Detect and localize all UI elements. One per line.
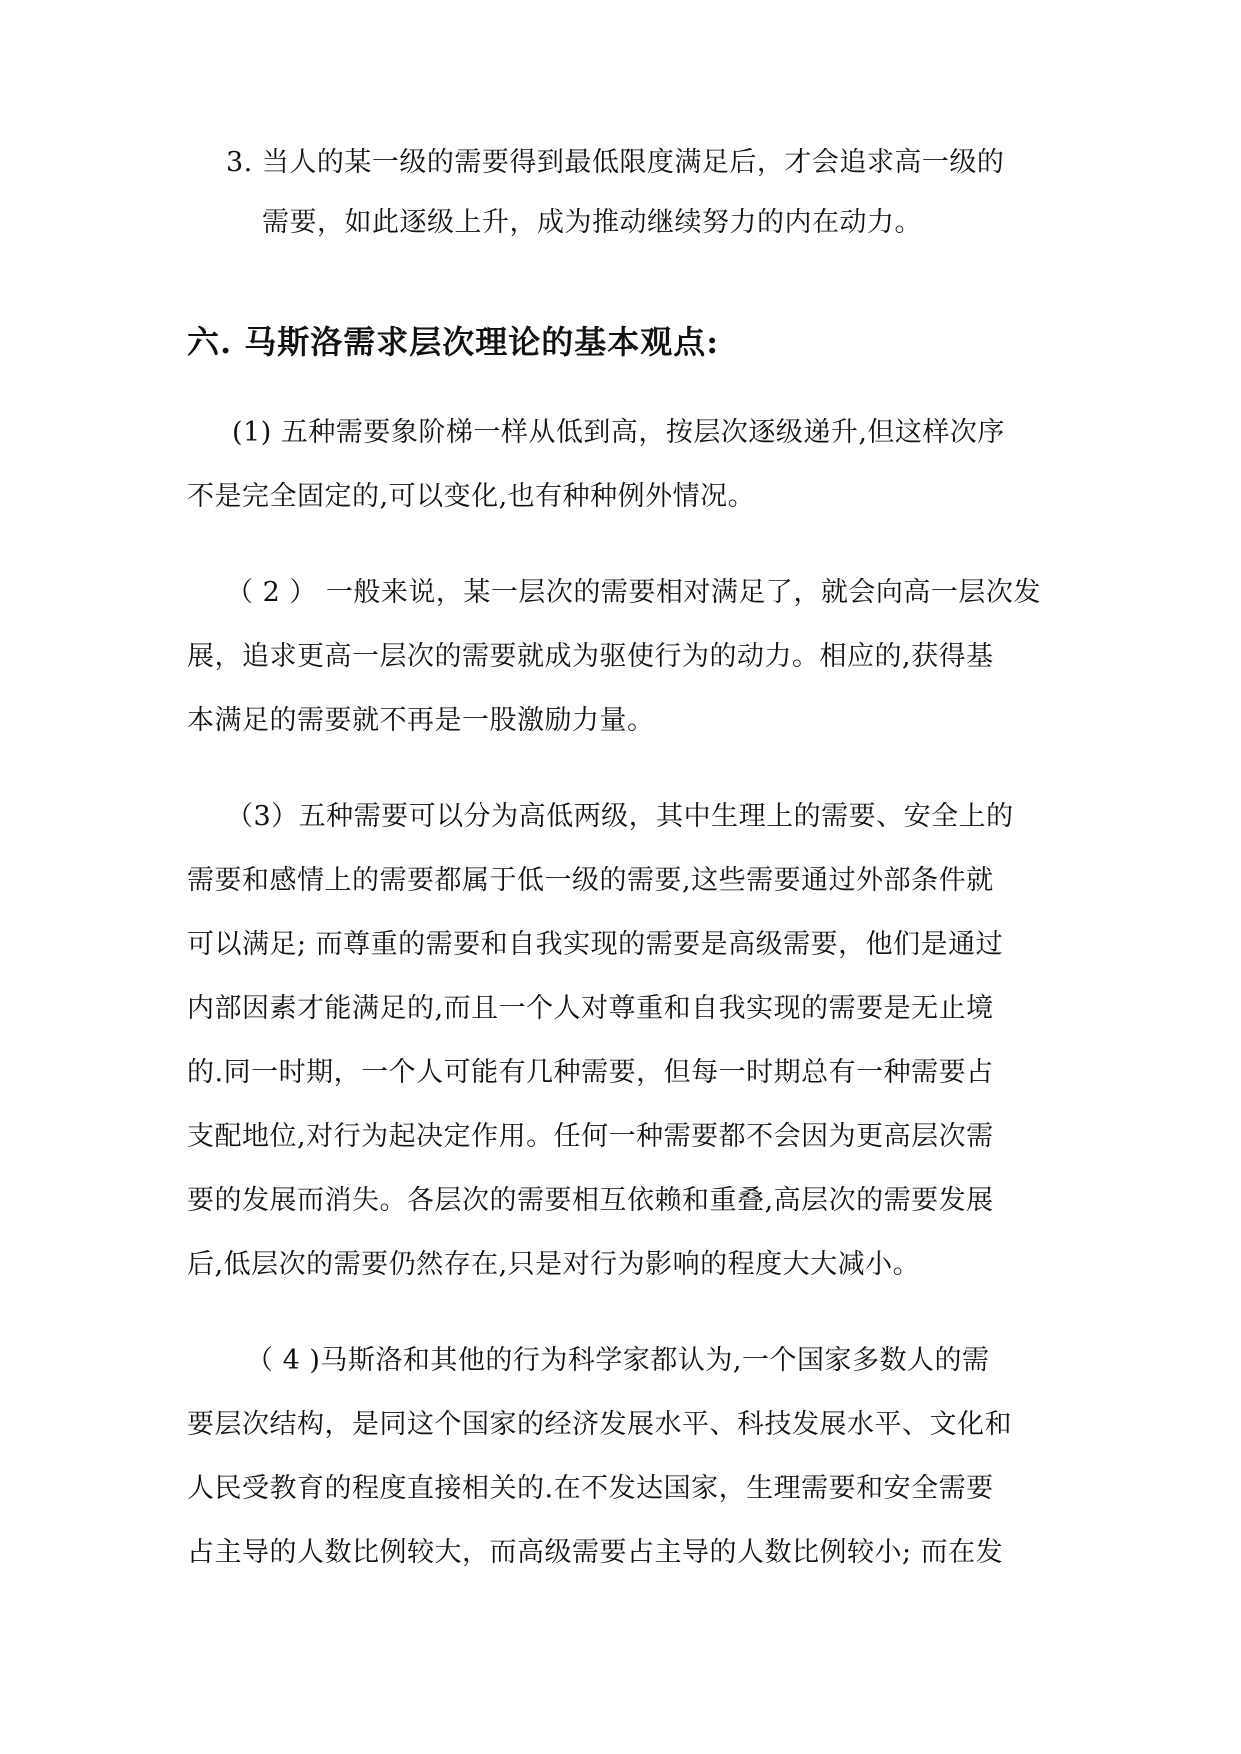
section-heading: 六. 马斯洛需求层次理论的基本观点: — [187, 323, 720, 361]
item3-line1: 3. 当人的某一级的需要得到最低限度满足后，才会追求高一级的 — [226, 147, 1005, 178]
point2-line3: 本满足的需要就不再是一股激励力量。 — [187, 705, 655, 736]
point3-line5: 的.同一时期，一个人可能有几种需要，但每一时期总有一种需要占 — [187, 1057, 994, 1088]
point3-line1: （3）五种需要可以分为高低两级，其中生理上的需要、安全上的 — [226, 801, 1014, 832]
point3-line2: 需要和感情上的需要都属于低一级的需要,这些需要通过外部条件就 — [187, 865, 994, 896]
point3-line3: 可以满足; 而尊重的需要和自我实现的需要是高级需要，他们是通过 — [187, 929, 1004, 960]
point3-line8: 后,低层次的需要仍然存在,只是对行为影响的程度大大减小。 — [187, 1249, 921, 1280]
point2-line1: （ 2 ） 一般来说，某一层次的需要相对满足了，就会向高一层次发 — [226, 577, 1041, 608]
item3-line2: 需要，如此逐级上升，成为推动继续努力的内在动力。 — [262, 207, 922, 238]
point2-line2: 展，追求更高一层次的需要就成为驱使行为的动力。相应的,获得基 — [187, 641, 994, 672]
point4-line2: 要层次结构，是同这个国家的经济发展水平、科技发展水平、文化和 — [187, 1409, 1012, 1440]
point3-line4: 内部因素才能满足的,而且一个人对尊重和自我实现的需要是无止境 — [187, 993, 994, 1024]
point1-line2: 不是完全固定的,可以变化,也有种种例外情况。 — [187, 481, 756, 512]
point4-line1: （ 4 )马斯洛和其他的行为科学家都认为,一个国家多数人的需 — [246, 1345, 990, 1376]
point4-line3: 人民受教育的程度直接相关的.在不发达国家，生理需要和安全需要 — [187, 1473, 994, 1504]
point3-line7: 要的发展而消失。各层次的需要相互依赖和重叠,高层次的需要发展 — [187, 1185, 994, 1216]
point3-line6: 支配地位,对行为起决定作用。任何一种需要都不会因为更高层次需 — [187, 1121, 994, 1152]
point1-line1: (1) 五种需要象阶梯一样从低到高，按层次逐级递升,但这样次序 — [232, 417, 1005, 448]
point4-line4: 占主导的人数比例较大，而高级需要占主导的人数比例较小; 而在发 — [187, 1537, 1004, 1568]
